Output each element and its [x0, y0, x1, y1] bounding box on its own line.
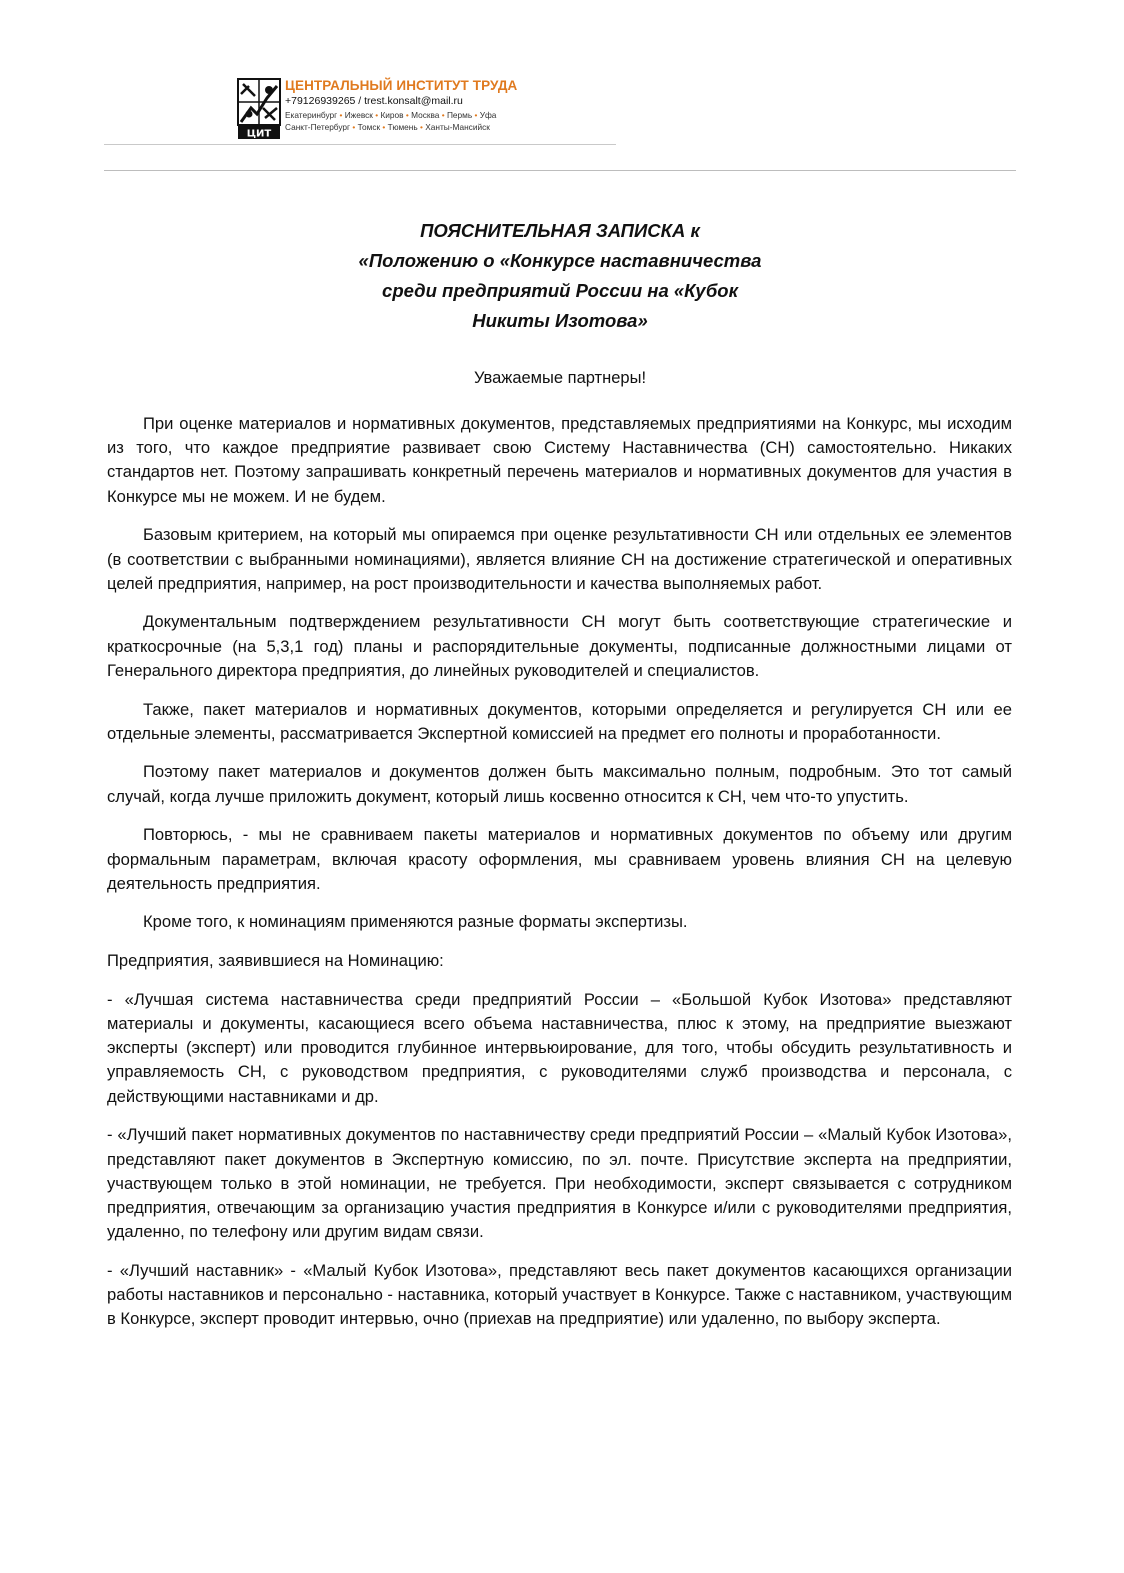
nomination-item: - «Лучший пакет нормативных документов по наставничеству среди предприятий России – «Малый Кубок Изотова», представляют пакет документов в Экспертную комиссию, по эл. почте. Присутствие эксперта на предприятии, участвующем только в этой номинации, не требуется. При необходимости, эксперт связывается с сотрудником предприятия, отвечающим за организацию участия предприятия в Конкурсе и/или с руководителями предприятия, удаленно, по телефону или другим видам связи.: [107, 1125, 1012, 1242]
paragraph: При оценке материалов и нормативных документов, представляемых предприятиями на Конкурс, мы исходим из того, что каждое предприятие развивает свою Систему Наставничества (СН) самостоятельно. Никаких стандартов нет. Поэтому запрашивать конкретный перечень материалов и нормативных документов для участия в Конкурсе мы не можем. И не будем.: [107, 414, 1012, 506]
paragraph: Поэтому пакет материалов и документов должен быть максимально полным, подробным. Это тот самый случай, когда лучше приложить документ, который лишь косвенно относится к СН, чем что-то упустить.: [107, 762, 1012, 806]
logo-lettering: ЦИТ: [246, 128, 272, 140]
brand-name: ЦЕНТРАЛЬНЫЙ ИНСТИТУТ ТРУДА: [285, 78, 518, 93]
title-line: «Положению о «Конкурсе наставничества: [358, 250, 762, 271]
city-separator-dot: •: [380, 122, 388, 132]
brand-contacts: +79126939265 / trest.konsalt@mail.ru: [285, 95, 463, 107]
brand-cities-line-2: [285, 122, 615, 132]
brand-block: [285, 78, 615, 132]
city-name: Москва: [411, 110, 440, 120]
city-name: Тюмень: [387, 122, 418, 132]
city-separator-dot: •: [350, 122, 358, 132]
city-separator-dot: •: [337, 110, 345, 120]
letterhead: [237, 78, 617, 142]
city-name: Пермь: [446, 110, 473, 120]
city-separator-dot: •: [472, 110, 480, 120]
city-name: Ханты-Мансийск: [425, 122, 490, 132]
paragraph: Повторюсь, - мы не сравниваем пакеты материалов и нормативных документов по объему или другим формальным параметрам, включая красоту оформления, мы сравниваем уровень влияния СН на целевую деятельность предприятия.: [107, 825, 1012, 893]
header-divider-long: [104, 170, 1016, 171]
nomination-item: - «Лучшая система наставничества среди предприятий России – «Большой Кубок Изотова» представляют материалы и документы, касающиеся всего объема наставничества, плюс к этому, на предприятие выезжают эксперты (эксперт) или проводится глубинное интервьюирование, для того, чтобы обсудить результативность и управляемость СН, с руководством предприятия, с руководителями служб производства и персонала, с действующими наставниками и др.: [107, 989, 1012, 1106]
city-separator-dot: •: [403, 110, 412, 120]
paragraph: Базовым критерием, на который мы опираемся при оценке результативности СН или отдельных ее элементов (в соответствии с выбранными номинациями), является влияние СН на достижение стратегической и оперативных целей предприятия, например, на рост производительности и качества выполняемых работ.: [107, 525, 1012, 593]
city-name: Уфа: [479, 110, 497, 120]
city-name: Киров: [380, 110, 404, 120]
city-name: Екатеринбург: [285, 110, 338, 120]
city-name: Ижевск: [344, 110, 373, 120]
title-line: Никиты Изотова»: [472, 310, 648, 331]
header-divider-short: [104, 144, 616, 145]
cit-logo-icon: [237, 78, 281, 140]
paragraph: Также, пакет материалов и нормативных документов, которыми определяется и регулируется СН или ее отдельные элементы, рассматривается Экспертной комиссией на предмет его полноты и проработанности.: [107, 699, 1012, 743]
city-separator-dot: •: [439, 110, 447, 120]
city-separator-dot: •: [372, 110, 381, 120]
paragraph: Предприятия, заявившиеся на Номинацию:: [107, 951, 444, 971]
city-name: Томск: [357, 122, 381, 132]
city-name: Санкт-Петербург: [285, 122, 351, 132]
title-line: среди предприятий России на «Кубок: [382, 280, 738, 301]
document-title: [104, 216, 1016, 336]
title-line: ПОЯСНИТЕЛЬНАЯ ЗАПИСКА к: [420, 220, 700, 241]
nomination-item: - «Лучший наставник» - «Малый Кубок Изотова», представляют весь пакет документов касающихся организации работы наставников и персонально - наставника, который участвует в Конкурсе. Также с наставником, участвующим в Конкурсе, эксперт проводит интервью, очно (приехав на предприятие) или удаленно, по выбору эксперта.: [107, 1260, 1012, 1329]
paragraph: Кроме того, к номинациям применяются разные форматы экспертизы.: [143, 912, 688, 932]
greeting: Уважаемые партнеры!: [473, 369, 647, 387]
brand-cities-line-1: [285, 110, 615, 120]
paragraph: Документальным подтверждением результативности СН могут быть соответствующие стратегические и краткосрочные (на 5,3,1 год) планы и распорядительные документы, подписанные должностными лицами от Генерального директора предприятия, до линейных руководителей и специалистов.: [107, 612, 1012, 680]
city-separator-dot: •: [417, 122, 426, 132]
document-body: [107, 412, 1012, 1346]
